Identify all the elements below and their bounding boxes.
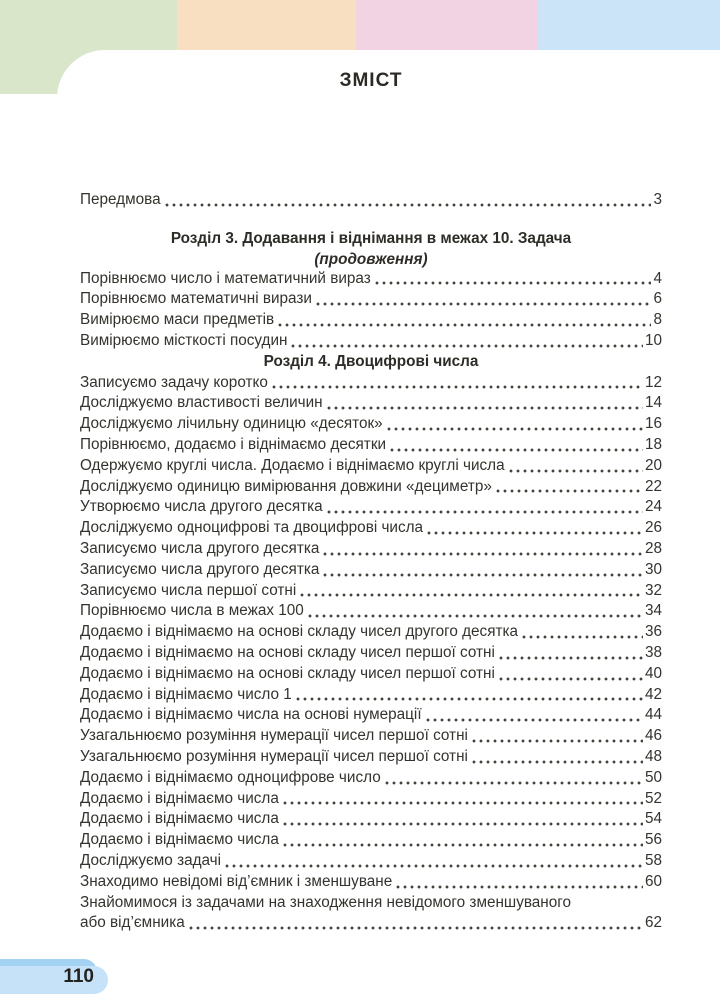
toc-entry-page: 54 (644, 810, 662, 828)
toc-entry (80, 497, 662, 518)
toc-entry-page: 48 (644, 747, 662, 765)
toc-entry-label: Вимірюємо маси предметів (80, 311, 275, 329)
toc-entry (80, 601, 662, 622)
toc-entry-label: Досліджуємо лічильну одиницю «десяток» (80, 415, 383, 433)
toc-section-heading: Розділ 3. Додавання і віднімання в межах 10. Задача (170, 229, 572, 247)
toc-entry (80, 393, 662, 414)
toc-entry (80, 414, 662, 435)
toc-entry-label: Додаємо і віднімаємо на основі складу чисел першої сотні (80, 664, 495, 682)
toc-entry-label: Додаємо і віднімаємо числа на основі нумерації (80, 706, 422, 724)
toc-entry-page: 18 (644, 435, 662, 453)
toc-entry (80, 269, 662, 290)
toc-entry-label: Порівнюємо, додаємо і віднімаємо десятки (80, 435, 387, 453)
toc-leader-dots (509, 456, 643, 477)
toc-entry (80, 289, 662, 310)
toc-entry-label: Узагальнюємо розуміння нумерації чисел першої сотні (80, 747, 468, 765)
toc-entry-page: 10 (644, 331, 662, 349)
toc-entry (80, 190, 662, 211)
toc-entry (80, 456, 662, 477)
toc-leader-dots (283, 809, 643, 830)
toc-entry-page: 26 (644, 519, 662, 537)
toc-leader-dots (522, 622, 643, 643)
page-title: ЗМІСТ (339, 70, 403, 91)
toc-entry (80, 518, 662, 539)
toc-leader-dots (323, 560, 643, 581)
toc-entry-page: 3 (653, 191, 662, 208)
toc-leader-dots (387, 414, 643, 435)
toc-entry-page: 44 (644, 706, 662, 724)
toc-entry-page: 16 (644, 415, 662, 433)
color-band-peach (177, 0, 356, 50)
toc-entry (80, 872, 662, 893)
toc-entry-label: Досліджуємо задачі (80, 851, 222, 869)
toc-entry-page: 36 (644, 623, 662, 641)
toc-entry-label: Утворюємо числа другого десятка (80, 498, 323, 516)
book-page (57, 50, 720, 1000)
toc-leader-dots (390, 435, 643, 456)
toc-leader-dots (291, 331, 643, 352)
toc-entry-label: або від’ємника (80, 914, 185, 932)
toc-entry-page: 56 (644, 831, 662, 849)
toc-entry-page: 12 (644, 373, 662, 391)
toc-leader-dots (385, 768, 643, 789)
toc-entry-page: 14 (644, 394, 662, 412)
toc-entry-label: Досліджуємо властивості величин (80, 394, 323, 412)
toc-entry-label: Записуємо числа другого десятка (80, 539, 320, 557)
toc-entry-label: Передмова (80, 191, 161, 208)
toc-entry-label: Додаємо і віднімаємо числа (80, 789, 279, 807)
toc-entry-page: 50 (644, 768, 662, 786)
toc-leader-dots (283, 789, 643, 810)
toc-entry-page: 34 (644, 602, 662, 620)
toc-leader-dots (426, 705, 643, 726)
toc-leader-dots (499, 664, 643, 685)
toc-entry-label: Досліджуємо одиницю вимірювання довжини «дециметр» (80, 477, 492, 495)
toc-leader-dots (499, 643, 643, 664)
toc-entry (80, 643, 662, 664)
toc-entry (80, 913, 662, 934)
toc-entry-label: Записуємо задачу коротко (80, 373, 268, 391)
toc-leader-dots (296, 685, 643, 706)
toc-entry-page: 40 (644, 664, 662, 682)
toc-entry-page: 20 (644, 456, 662, 474)
toc-entry-label: Додаємо і віднімаємо числа (80, 831, 279, 849)
toc-list (80, 190, 662, 934)
toc-entry (80, 331, 662, 352)
toc-entry (80, 851, 662, 872)
toc-entry-page: 38 (644, 643, 662, 661)
toc-entry (80, 705, 662, 726)
toc-leader-dots (427, 518, 643, 539)
toc-entry-label: Додаємо і віднімаємо число 1 (80, 685, 292, 703)
toc-entry (80, 373, 662, 394)
toc-entry (80, 747, 662, 768)
toc-entry (80, 726, 662, 747)
toc-entry-page: 4 (653, 269, 662, 287)
toc-entry (80, 560, 662, 581)
toc-entry-label: Додаємо і віднімаємо на основі складу чисел другого десятка (80, 623, 519, 641)
toc-leader-dots (225, 851, 643, 872)
toc-entry-page: 62 (644, 914, 662, 932)
toc-entry-page: 28 (644, 539, 662, 557)
toc-entry-page: 52 (644, 789, 662, 807)
toc-section-heading: Розділ 4. Двоцифрові числа (263, 352, 479, 370)
toc-entry (80, 830, 662, 851)
toc-leader-dots (278, 310, 651, 331)
toc-entry-page: 24 (644, 498, 662, 516)
toc-content (80, 50, 662, 934)
toc-entry-label: Узагальнюємо розуміння нумерації чисел першої сотні (80, 727, 468, 745)
toc-entry-page: 32 (644, 581, 662, 599)
toc-entry (80, 622, 662, 643)
toc-entry (80, 685, 662, 706)
toc-entry-label: Порівнюємо числа в межах 100 (80, 602, 304, 620)
toc-entry-page: 42 (644, 685, 662, 703)
toc-section-subheading: (продовження) (314, 250, 428, 268)
toc-entry (80, 664, 662, 685)
toc-entry-label: Записуємо числа першої сотні (80, 581, 297, 599)
color-band-blue (538, 0, 720, 50)
toc-entry-page: 60 (644, 872, 662, 890)
toc-leader-dots (327, 393, 643, 414)
toc-entry-label: Додаємо і віднімаємо числа (80, 810, 279, 828)
toc-leader-dots (472, 747, 643, 768)
toc-entry-label: Одержуємо круглі числа. Додаємо і віднімаємо круглі числа (80, 456, 505, 474)
toc-entry-page: 8 (653, 311, 662, 329)
toc-leader-dots (283, 830, 643, 851)
toc-leader-dots (300, 581, 643, 602)
toc-entry (80, 477, 662, 498)
toc-entry-page: 6 (653, 290, 662, 308)
toc-leader-dots (375, 269, 652, 290)
toc-entry (80, 809, 662, 830)
toc-entry (80, 435, 662, 456)
toc-entry-label: Знаходимо невідомі від’ємник і зменшуване (80, 872, 393, 890)
toc-leader-dots (323, 539, 643, 560)
toc-leader-dots (308, 601, 643, 622)
toc-leader-dots (272, 373, 643, 394)
toc-leader-dots (165, 190, 652, 211)
toc-leader-dots (396, 872, 643, 893)
toc-leader-dots (496, 477, 643, 498)
toc-entry-label: Досліджуємо одноцифрові та двоцифрові числа (80, 519, 424, 537)
toc-entry-label: Записуємо числа другого десятка (80, 560, 320, 578)
toc-entry-label: Додаємо і віднімаємо одноцифрове число (80, 768, 381, 786)
toc-entry-page: 46 (644, 727, 662, 745)
toc-entry-label: Додаємо і віднімаємо на основі складу чисел першої сотні (80, 643, 495, 661)
toc-entry (80, 893, 662, 914)
toc-entry (80, 768, 662, 789)
toc-entry-label: Вимірюємо місткості посудин (80, 331, 288, 349)
toc-entry (80, 539, 662, 560)
toc-entry (80, 581, 662, 602)
toc-entry-label: Порівнюємо математичні вирази (80, 290, 312, 308)
toc-entry (80, 310, 662, 331)
toc-leader-dots (327, 497, 643, 518)
toc-entry (80, 789, 662, 810)
toc-leader-dots (472, 726, 643, 747)
toc-entry-label: Порівнюємо число і математичний вираз (80, 269, 371, 287)
toc-entry-page: 58 (644, 851, 662, 869)
toc-entry-page: 30 (644, 560, 662, 578)
toc-entry-page: 22 (644, 477, 662, 495)
page-number-badge: 110 (63, 966, 94, 987)
toc-leader-dots (316, 289, 652, 310)
toc-leader-dots (189, 913, 643, 934)
color-band-pink (356, 0, 538, 50)
toc-entry-label: Знайомимося із задачами на знаходження невідомого зменшуваного (80, 893, 572, 911)
